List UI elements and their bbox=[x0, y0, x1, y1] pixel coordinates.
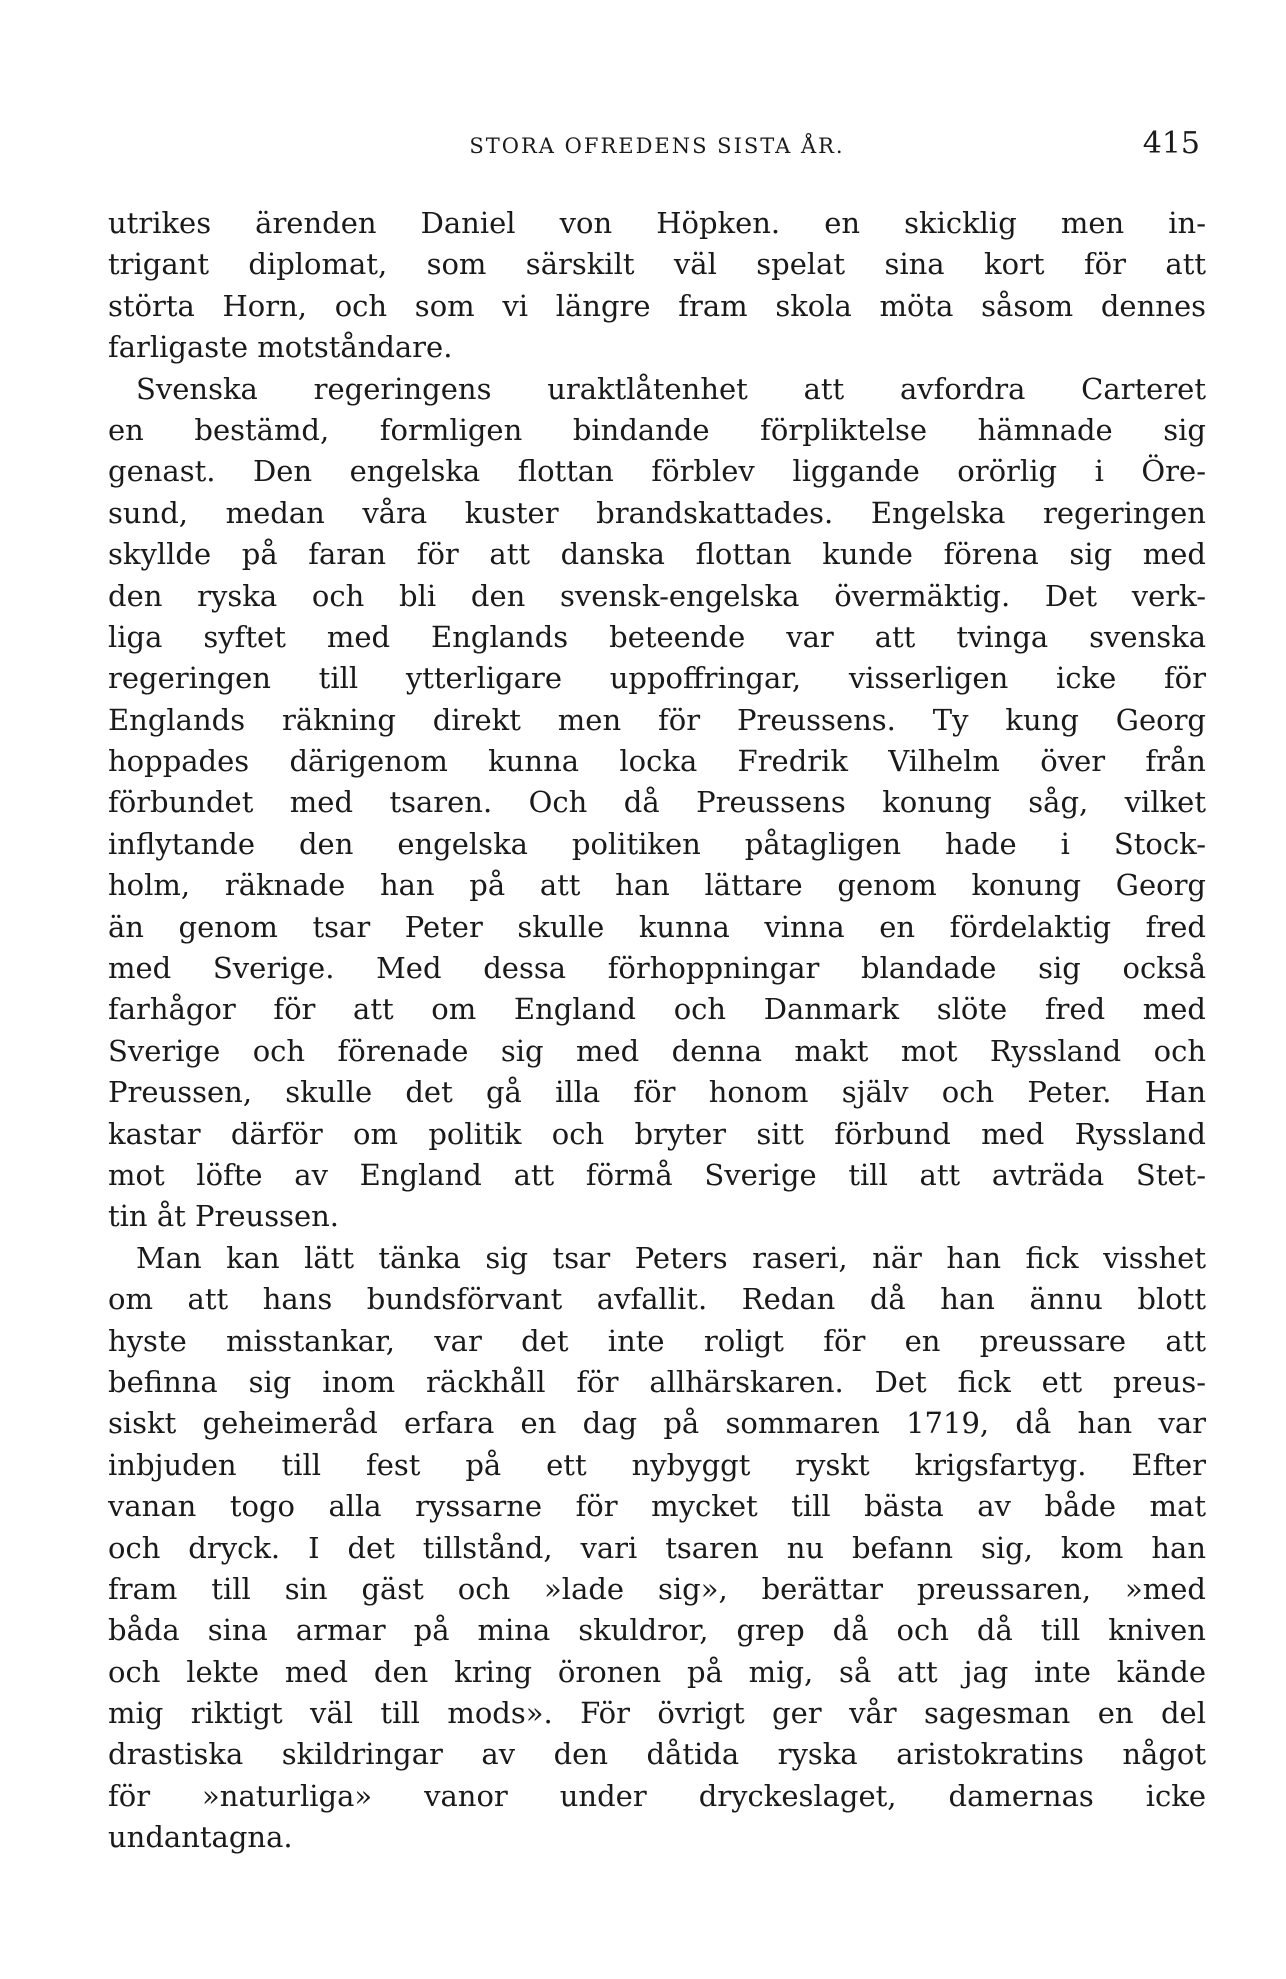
text-line: den ryska och bli den svensk-engelska övermäktig. Det verk- bbox=[108, 578, 1206, 613]
text-line: undantagna. bbox=[108, 1820, 293, 1855]
text-line: mot löfte av England att förmå Sverige till att avträda Stet- bbox=[108, 1157, 1206, 1192]
text-line: fram till sin gäst och »lade sig», berättar preussaren, »med bbox=[108, 1571, 1206, 1606]
text-line: holm, räknade han på att han lättare genom konung Georg bbox=[108, 868, 1206, 903]
text-line: utrikes ärenden Daniel von Höpken. en skicklig men in- bbox=[108, 206, 1206, 240]
text-line: en bestämd, formligen bindande förpliktelse hämnade sig bbox=[108, 412, 1206, 447]
text-line: farhågor för att om England och Danmark slöte fred med bbox=[108, 992, 1206, 1027]
text-line: och lekte med den kring öronen på mig, så att jag inte kände bbox=[108, 1654, 1206, 1689]
text-line: skyllde på faran för att danska flottan kunde förena sig med bbox=[108, 537, 1206, 572]
text-line: störta Horn, och som vi längre fram skola möta såsom dennes bbox=[108, 288, 1206, 323]
text-line: Sverige och förenade sig med denna makt mot Ryssland och bbox=[108, 1033, 1206, 1068]
text-line: hoppades därigenom kunna locka Fredrik Vilhelm över från bbox=[108, 744, 1206, 779]
text-line: inbjuden till fest på ett nybyggt ryskt krigsfartyg. Efter bbox=[108, 1447, 1206, 1482]
text-line: siskt geheimeråd erfara en dag på sommaren 1719, då han var bbox=[108, 1406, 1206, 1441]
text-line: båda sina armar på mina skuldror, grep då och då till kniven bbox=[108, 1613, 1206, 1648]
text-line: farligaste motståndare. bbox=[108, 330, 453, 365]
text-line: vanan togo alla ryssarne för mycket till bästa av både mat bbox=[108, 1489, 1206, 1524]
text-line: genast. Den engelska flottan förblev liggande orörlig i Öre- bbox=[108, 454, 1206, 489]
running-head bbox=[108, 120, 1206, 160]
text-line: Preussen, skulle det gå illa för honom själv och Peter. Han bbox=[108, 1075, 1206, 1110]
text-line: liga syftet med Englands beteende var att tvinga svenska bbox=[108, 619, 1206, 654]
text-line: mig riktigt väl till mods». För övrigt ger vår sagesman en del bbox=[108, 1696, 1206, 1731]
text-line: Englands räkning direkt men för Preussens. Ty kung Georg bbox=[108, 702, 1206, 737]
body-text bbox=[108, 203, 1206, 1859]
text-line: regeringen till ytterligare uppoffringar, visserligen icke för bbox=[108, 661, 1206, 696]
text-line: sund, medan våra kuster brandskattades. Engelska regeringen bbox=[108, 495, 1206, 530]
running-title: STORA OFREDENS SISTA ÅR. bbox=[469, 134, 845, 158]
text-line: för »naturliga» vanor under dryckeslaget, damernas icke bbox=[108, 1778, 1206, 1813]
text-line: än genom tsar Peter skulle kunna vinna en fördelaktig fred bbox=[108, 909, 1206, 944]
text-line: om att hans bundsförvant avfallit. Redan då han ännu blott bbox=[108, 1282, 1206, 1317]
text-line: inflytande den engelska politiken påtagligen hade i Stock- bbox=[108, 826, 1206, 861]
text-line: förbundet med tsaren. Och då Preussens konung såg, vilket bbox=[108, 785, 1206, 820]
text-line: trigant diplomat, som särskilt väl spelat sina kort för att bbox=[108, 247, 1206, 282]
text-line: Man kan lätt tänka sig tsar Peters raseri, när han fick visshet bbox=[136, 1240, 1206, 1275]
text-line: kastar därför om politik och bryter sitt förbund med Ryssland bbox=[108, 1116, 1206, 1151]
text-line: Svenska regeringens uraktlåtenhet att avfordra Carteret bbox=[136, 371, 1206, 406]
text-line: befinna sig inom räckhåll för allhärskaren. Det fick ett preus- bbox=[108, 1364, 1206, 1399]
text-line: drastiska skildringar av den dåtida ryska aristokratins något bbox=[108, 1737, 1206, 1772]
text-line: tin åt Preussen. bbox=[108, 1199, 340, 1234]
text-line: hyste misstankar, var det inte roligt för en preussare att bbox=[108, 1323, 1206, 1358]
text-line: med Sverige. Med dessa förhoppningar blandade sig också bbox=[108, 951, 1206, 986]
page-number: 415 bbox=[1142, 126, 1200, 161]
text-line: och dryck. I det tillstånd, vari tsaren nu befann sig, kom han bbox=[108, 1530, 1206, 1565]
